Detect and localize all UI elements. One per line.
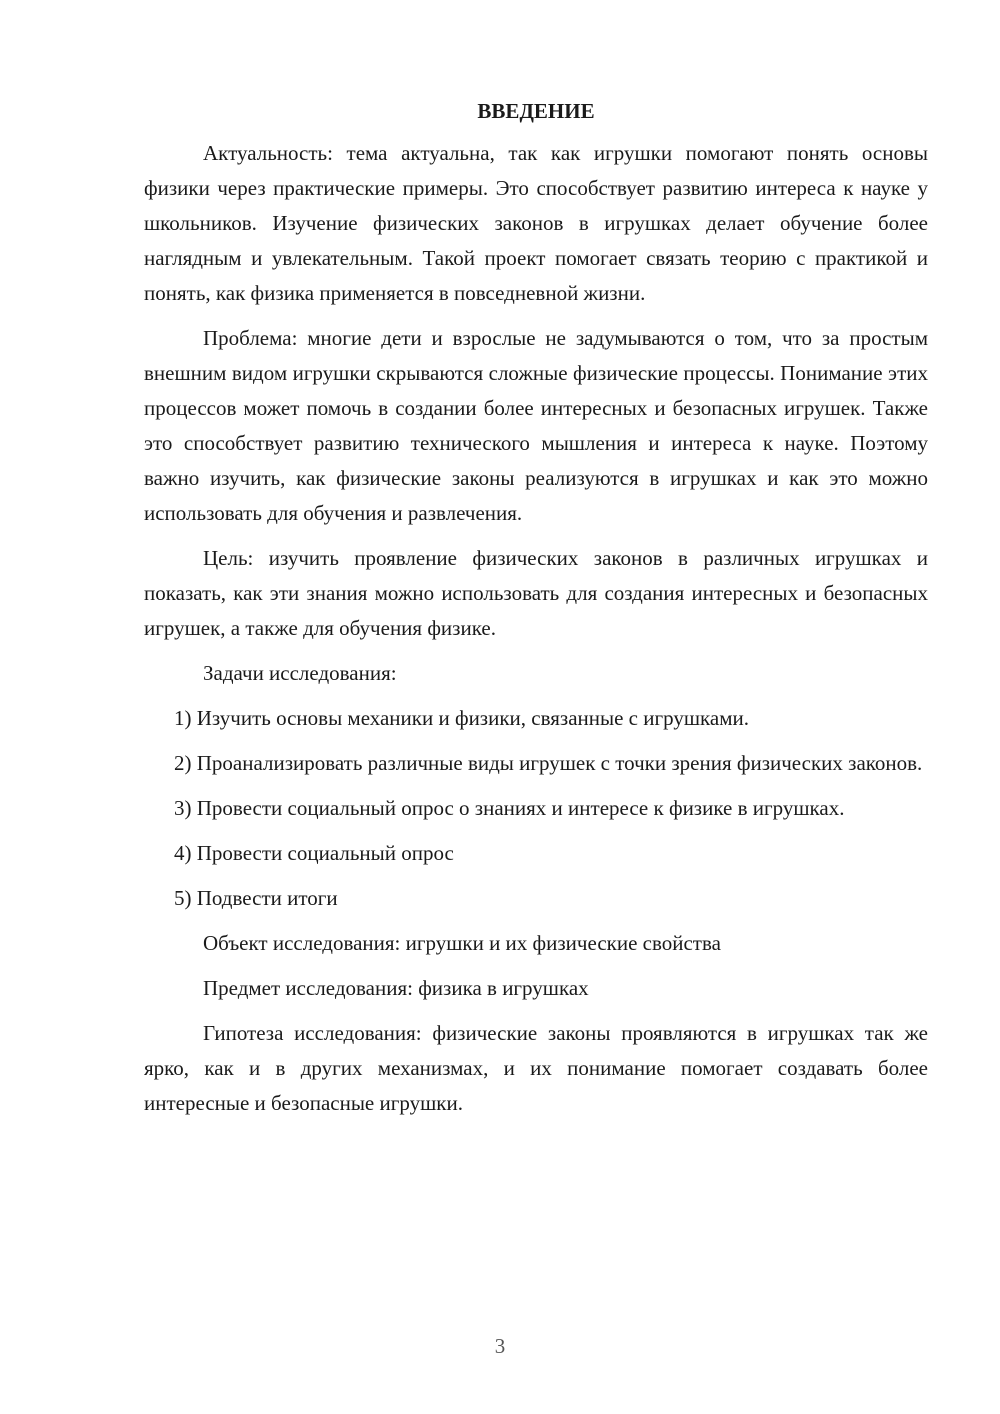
tasks-title: Задачи исследования: <box>203 661 397 685</box>
paragraph-object: Объект исследования: игрушки и их физические свойства <box>203 931 721 955</box>
paragraph-goal: Цель: изучить проявление физических законов в различных игрушках и показать, как эти знания можно использовать для создания интересных и безопасных игрушек, а также для обучения физике. <box>144 546 928 640</box>
paragraph-problem: Проблема: многие дети и взрослые не задумываются о том, что за простым внешним видом игрушки скрываются сложные физические процессы. Понимание этих процессов может помочь в создании более интересных и безопасных игрушек. Также это способствует развитию технического мышления и интереса к науке. Поэтому важно изучить, как физические законы реализуются в игрушках и как это можно использовать для обучения и развлечения. <box>144 326 928 525</box>
page-number: 3 <box>494 1334 506 1358</box>
task-item-3: 3) Провести социальный опрос о знаниях и интересе к физике в игрушках. <box>174 796 845 820</box>
task-item-5: 5) Подвести итоги <box>174 886 338 910</box>
paragraph-subject: Предмет исследования: физика в игрушках <box>203 976 589 1000</box>
task-item-4: 4) Провести социальный опрос <box>174 841 454 865</box>
paragraph-hypothesis: Гипотеза исследования: физические законы проявляются в игрушках так же ярко, как и в других механизмах, и их понимание помогает создавать более интересные и безопасные игрушки. <box>144 1021 928 1115</box>
paragraph-relevance: Актуальность: тема актуальна, так как игрушки помогают понять основы физики через практические примеры. Это способствует развитию интереса к науке у школьников. Изучение физических законов в игрушках делает обучение более наглядным и увлекательным. Такой проект помогает связать теорию с практикой и понять, как физика применяется в повседневной жизни. <box>144 141 928 305</box>
task-item-1: 1) Изучить основы механики и физики, связанные с игрушками. <box>174 706 749 730</box>
task-item-2: 2) Проанализировать различные виды игрушек с точки зрения физических законов. <box>174 751 923 775</box>
section-heading: ВВЕДЕНИЕ <box>477 99 595 123</box>
page-content <box>144 96 928 1131</box>
